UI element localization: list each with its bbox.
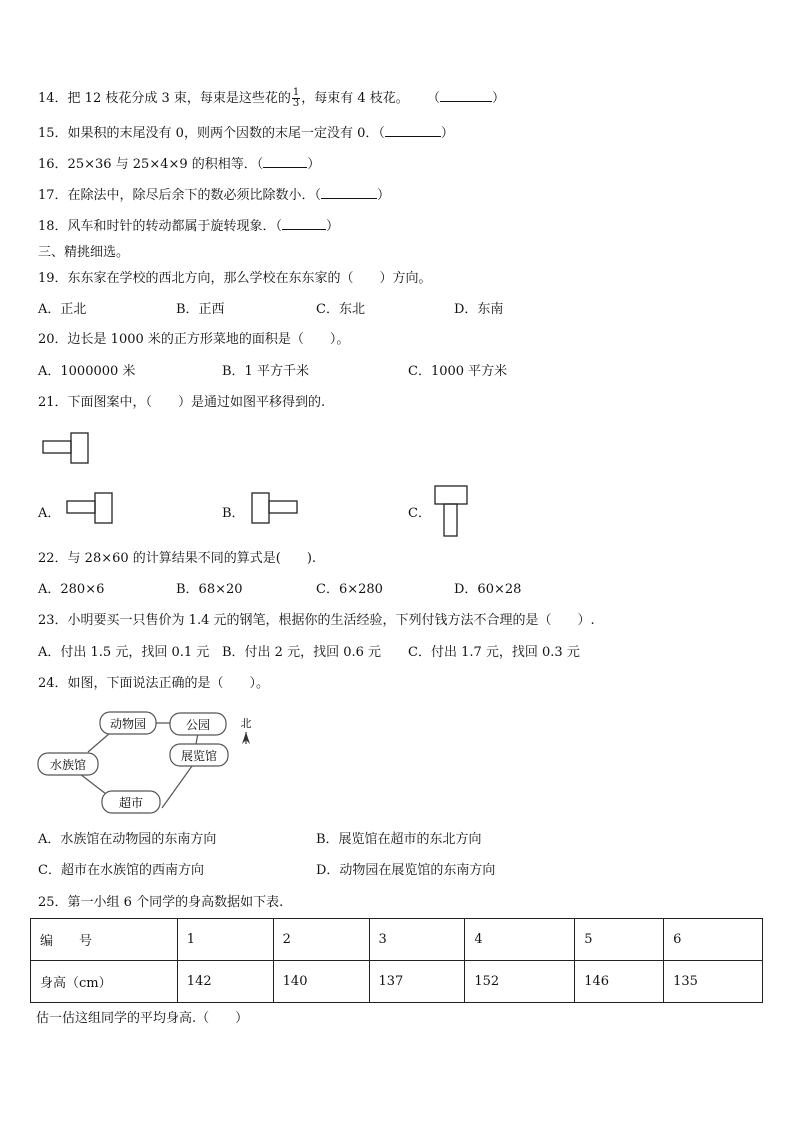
question-15: 15．如果积的末尾没有 0，则两个因数的末尾一定没有 0．（ ）: [38, 126, 454, 141]
table-row: [31, 961, 763, 1003]
question-25-footer: 估一估这组同学的平均身高.（ ）: [36, 1011, 249, 1026]
answer-blank-16[interactable]: [263, 155, 307, 168]
question-16: 16．25×36 与 25×4×9 的积相等．（ ）: [38, 157, 321, 172]
height-cell: 137: [369, 961, 465, 1003]
answer-blank-14[interactable]: [440, 89, 492, 102]
q20-option-c[interactable]: C．1000 平方米: [408, 364, 508, 379]
map-label-aquarium: 水族馆: [49, 758, 87, 772]
height-cell: 142: [177, 961, 273, 1003]
q21-option-b[interactable]: B．: [222, 506, 245, 521]
location-map-figure: [36, 708, 266, 820]
q24-option-a[interactable]: A．水族馆在动物园的东南方向: [38, 832, 217, 847]
id-cell: 6: [664, 919, 763, 961]
id-cell: 5: [575, 919, 664, 961]
q21-option-a[interactable]: A．: [38, 506, 61, 521]
section-heading-3: 三、精挑细选。: [38, 245, 130, 260]
north-label: 北: [240, 717, 252, 730]
question-18: 18．风车和时针的转动都属于旋转现象．（ ）: [38, 219, 340, 234]
q24-option-c[interactable]: C．超市在水族馆的西南方向: [38, 863, 204, 878]
id-cell: 3: [369, 919, 465, 961]
q23-option-c[interactable]: C．付出 1.7 元，找回 0.3 元: [408, 645, 580, 660]
north-arrow-icon: [242, 732, 250, 744]
q24-option-b[interactable]: B．展览馆在超市的东北方向: [316, 832, 482, 847]
map-label-museum: 展览馆: [180, 749, 218, 763]
row-header-height: 身高（cm）: [31, 961, 178, 1003]
q21-option-b-shape[interactable]: [246, 488, 302, 528]
question-25-stem: 25．第一小组 6 个同学的身高数据如下表.: [38, 895, 284, 910]
id-cell: 2: [273, 919, 369, 961]
q20-option-b[interactable]: B．1 平方千米: [222, 364, 309, 379]
answer-blank-18[interactable]: [282, 217, 326, 230]
q22-option-b[interactable]: B．68×20: [176, 582, 243, 597]
question-23-stem: 23．小明要买一只售价为 1.4 元的钢笔，根据你的生活经验，下列付钱方法不合理的是（ ）.: [38, 613, 595, 628]
row-header-id: 编 号: [31, 919, 178, 961]
id-cell: 1: [177, 919, 273, 961]
q23-option-b[interactable]: B．付出 2 元，找回 0.6 元: [222, 645, 382, 660]
id-cell: 4: [465, 919, 575, 961]
map-label-park: 公园: [185, 718, 211, 732]
table-row: [31, 919, 763, 961]
q19-option-a[interactable]: A．正北: [38, 302, 87, 317]
answer-blank-15[interactable]: [385, 124, 441, 137]
height-data-table: [30, 918, 763, 1003]
height-cell: 140: [273, 961, 369, 1003]
q22-option-d[interactable]: D．60×28: [454, 582, 522, 597]
fraction-one-third: $\frac{1}{3}$: [292, 87, 300, 109]
question-17: 17．在除法中，除尽后余下的数必须比除数小．（ ）: [38, 188, 391, 203]
question-21-stem: 21．下面图案中，（ ）是通过如图平移得到的.: [38, 395, 326, 410]
question-14: 14．把 12 枝花分成 3 束，每束是这些花的 $\frac{1}{3}$ ，每束有 4 枝花。 （ ）: [38, 87, 505, 109]
q20-option-a[interactable]: A．1000000 米: [38, 364, 136, 379]
answer-blank-17[interactable]: [321, 186, 377, 199]
q22-option-c[interactable]: C．6×280: [316, 582, 383, 597]
question-22-stem: 22．与 28×60 的计算结果不同的算式是( ).: [38, 551, 317, 566]
map-label-market: 超市: [118, 796, 144, 810]
question-24-stem: 24．如图，下面说法正确的是（ ）。: [38, 676, 270, 691]
q14-pre: 14．把 12 枝花分成 3 束，每束是这些花的: [38, 91, 291, 106]
q21-option-a-shape[interactable]: [62, 488, 118, 528]
question-19-stem: 19．东东家在学校的西北方向，那么学校在东东家的（ ）方向。: [38, 271, 432, 286]
reference-shape-figure: [38, 428, 94, 468]
q21-option-c[interactable]: C．: [408, 506, 431, 521]
q22-option-a[interactable]: A．280×6: [38, 582, 105, 597]
question-20-stem: 20．边长是 1000 米的正方形菜地的面积是（ ）。: [38, 332, 350, 347]
q24-option-d[interactable]: D．动物园在展览馆的东南方向: [316, 863, 496, 878]
q14-post: ，每束有 4 枝花。: [301, 91, 409, 106]
q19-option-d[interactable]: D．东南: [454, 302, 504, 317]
map-label-zoo: 动物园: [109, 717, 147, 731]
q23-option-a[interactable]: A．付出 1.5 元，找回 0.1 元: [38, 645, 210, 660]
height-cell: 146: [575, 961, 664, 1003]
q19-option-b[interactable]: B．正西: [176, 302, 225, 317]
q21-option-c-shape[interactable]: [430, 482, 474, 540]
height-cell: 152: [465, 961, 575, 1003]
height-cell: 135: [664, 961, 763, 1003]
q19-option-c[interactable]: C．东北: [316, 302, 365, 317]
